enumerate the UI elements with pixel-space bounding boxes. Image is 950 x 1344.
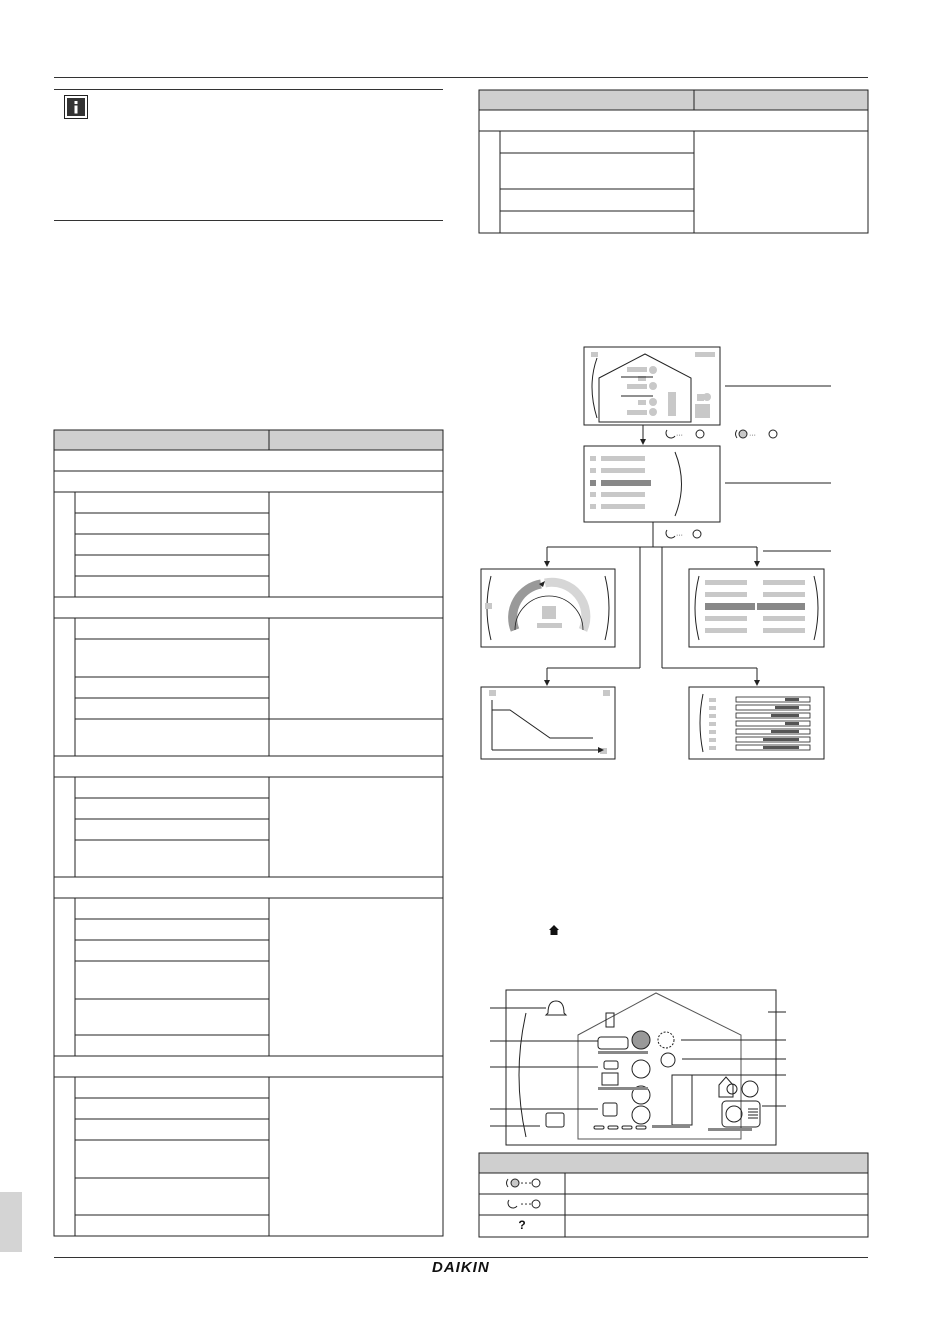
daikin-logo: DAIKIN bbox=[432, 1259, 490, 1276]
legend-table bbox=[478, 1152, 870, 1240]
note-bottom-rule bbox=[54, 220, 443, 221]
right-top-table bbox=[478, 89, 870, 235]
bell-icon bbox=[546, 1001, 566, 1015]
press-dial-icon bbox=[508, 1200, 517, 1208]
svg-text:···: ··· bbox=[676, 432, 683, 439]
svg-text:···: ··· bbox=[676, 532, 683, 539]
home-screen-detail bbox=[486, 985, 796, 1147]
note-top-rule bbox=[54, 89, 443, 90]
info-icon bbox=[64, 95, 88, 119]
chapter-tab bbox=[0, 1192, 22, 1252]
bottom-rule bbox=[54, 1257, 868, 1258]
svg-text:···: ··· bbox=[749, 432, 756, 439]
help-icon: ? bbox=[518, 1218, 526, 1232]
dial-icon bbox=[507, 1179, 509, 1187]
navigation-diagram bbox=[475, 340, 840, 765]
home-icon bbox=[549, 922, 559, 932]
left-settings-table bbox=[53, 429, 445, 1238]
top-rule bbox=[54, 77, 868, 78]
